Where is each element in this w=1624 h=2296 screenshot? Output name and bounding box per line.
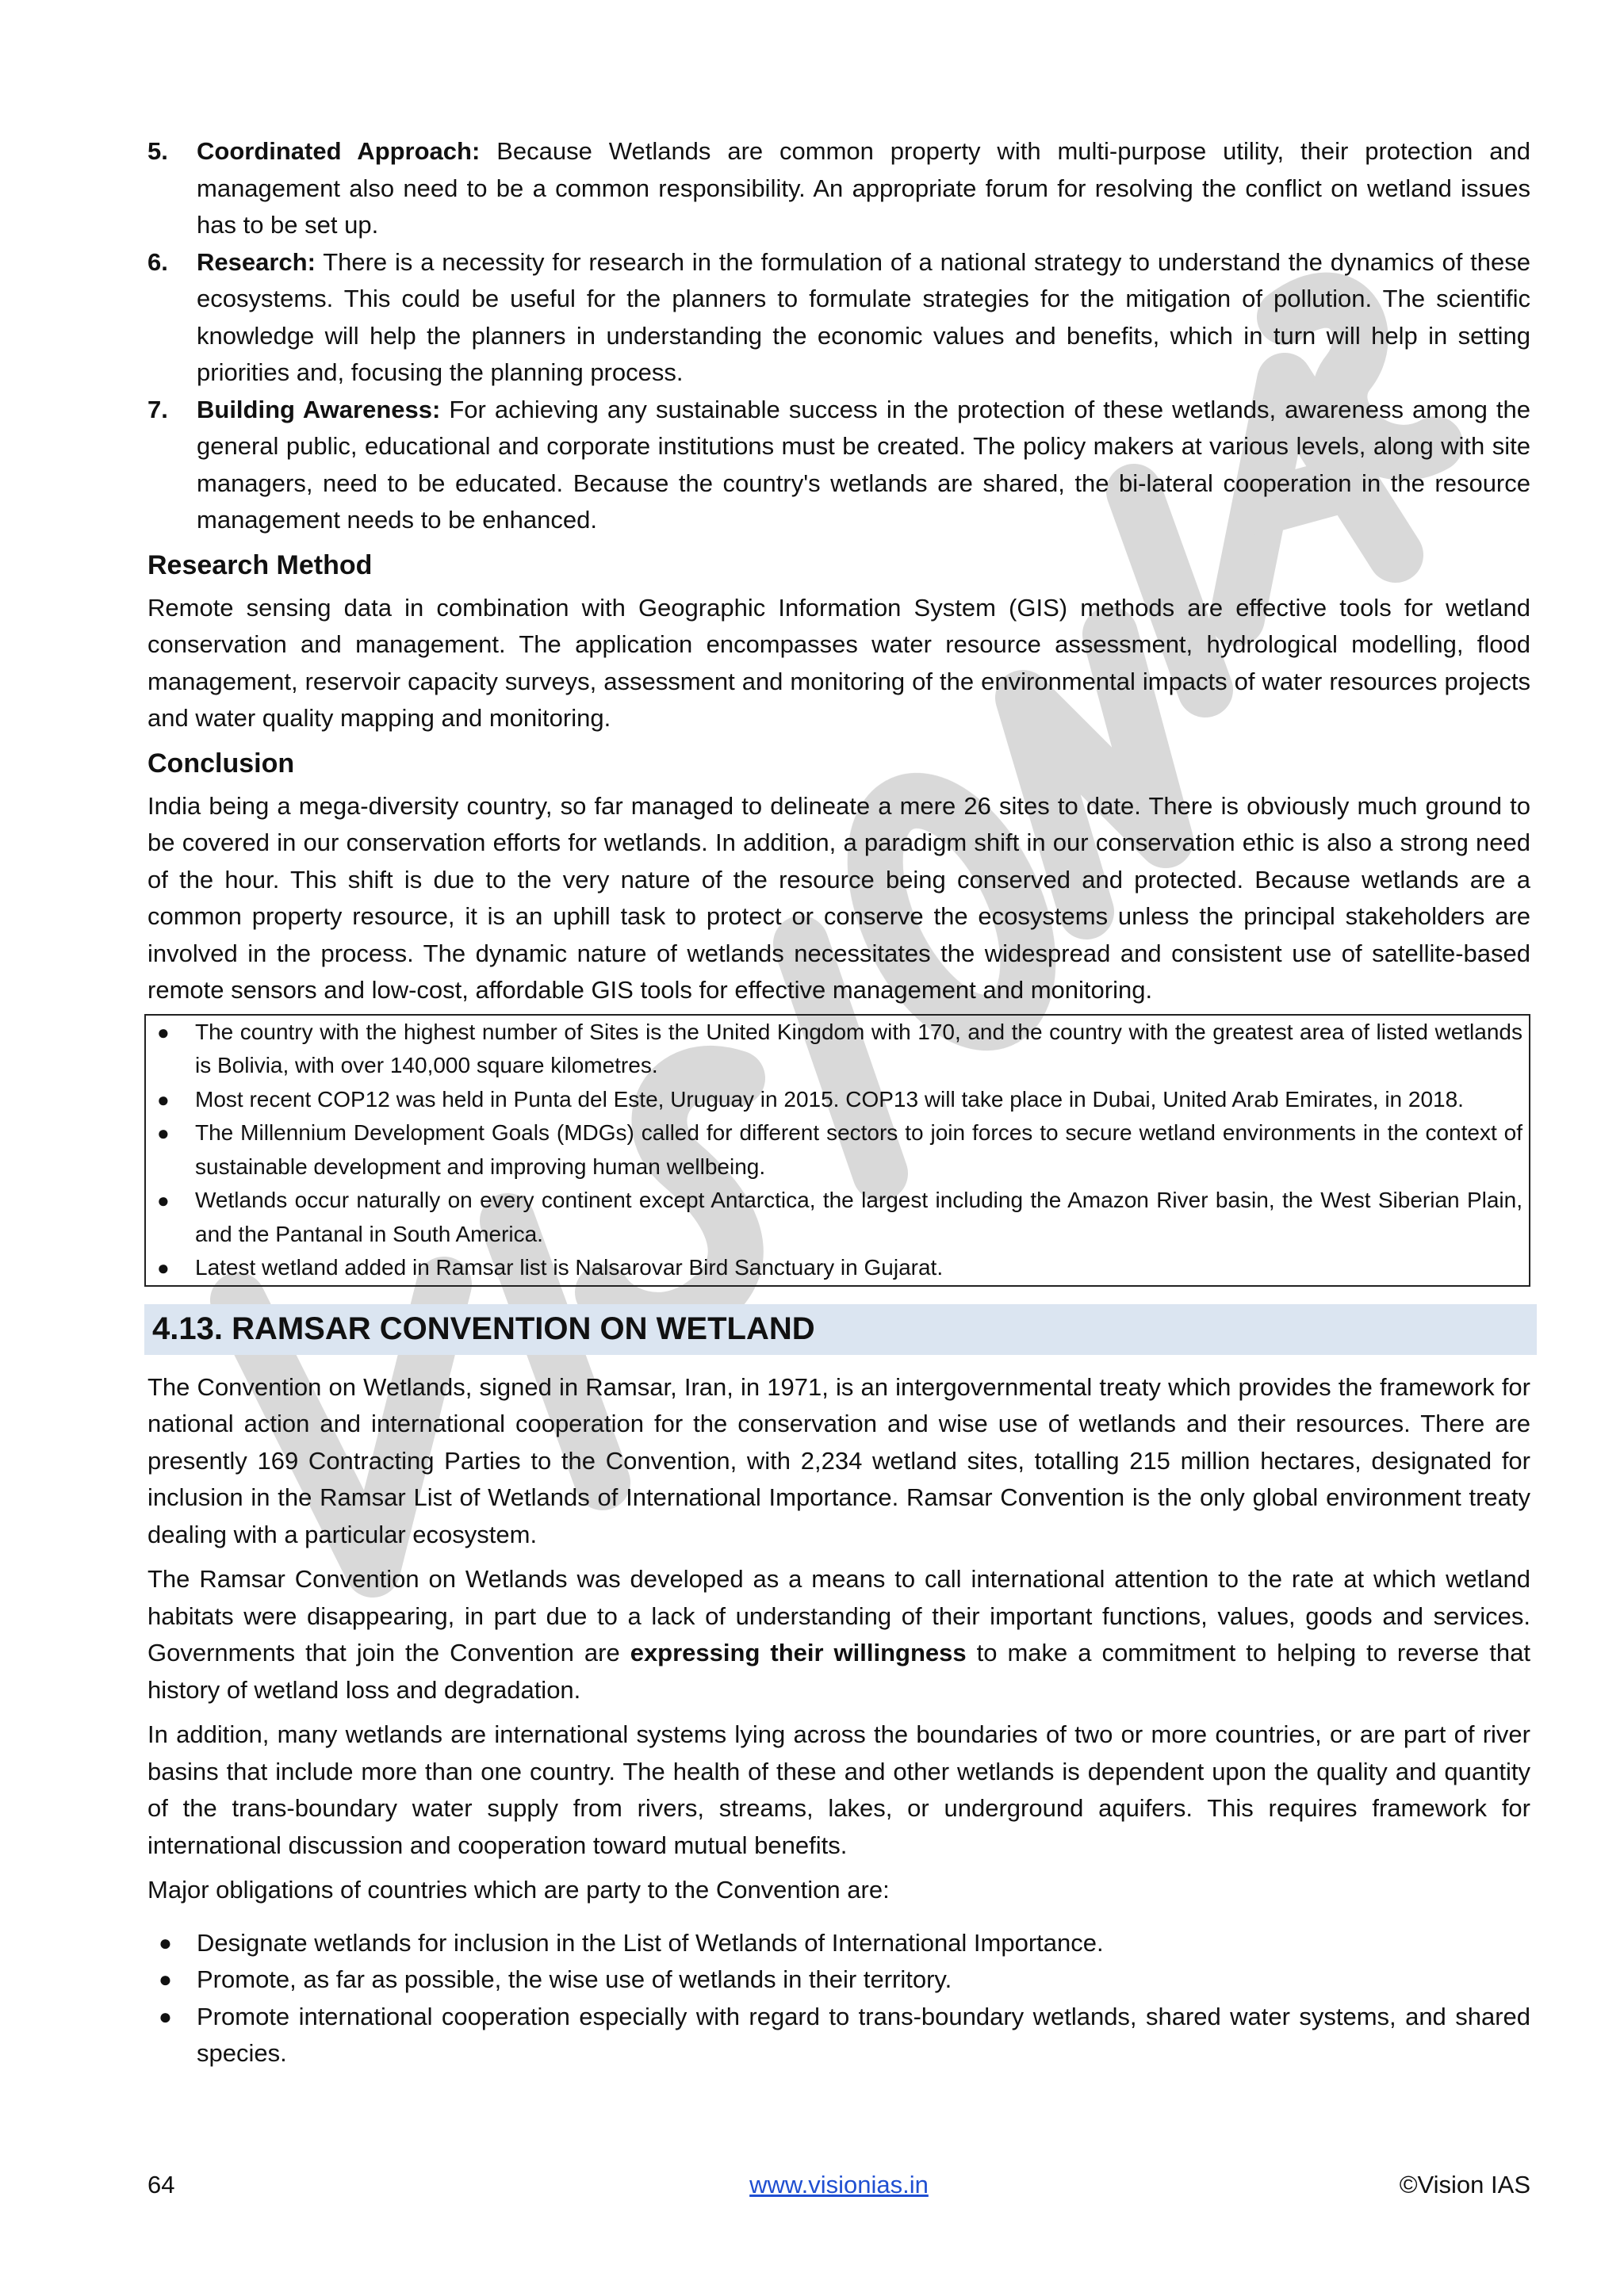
ramsar-paragraph-3: In addition, many wetlands are international systems lying across the boundaries of two or more countries, or are part of river basins that include more than one country. The health of these and other wetlands is dependent upon the quality and quantity of the trans-boundary water supply from rivers, streams, lakes, or underground aquifers. This requires framework for international discussion and cooperation toward mutual benefits. xyxy=(147,1720,1530,1859)
list-item xyxy=(147,244,1530,392)
box-bullet-text: Wetlands occur naturally on every continent except Antarctica, the largest including the Amazon River basin, the West Siberian Plain, and the Pantanal in South America. xyxy=(195,1188,1522,1246)
box-bullet-item xyxy=(146,1184,1522,1251)
box-bullet-item xyxy=(146,1251,1522,1285)
bullet-icon: ● xyxy=(157,1020,170,1044)
page-number: 64 xyxy=(147,2171,175,2198)
item-number: 7. xyxy=(147,395,168,423)
section-title: 4.13. RAMSAR CONVENTION ON WETLAND xyxy=(152,1311,815,1346)
item-lead: Building Awareness: xyxy=(197,395,441,423)
ramsar-paragraph-1: The Convention on Wetlands, signed in Ramsar, Iran, in 1971, is an intergovernmental treaty which provides the framework for national action and international cooperation for the conservation and wise use of wetlands and their resources. There are presently 169 Contracting Parties to the Convention, with 2,234 wetland sites, totalling 215 million hectares, designated for inclusion in the Ramsar List of Wetlands of International Importance. Ramsar Convention is the only global environment treaty dealing with a particular ecosystem. xyxy=(147,1372,1530,1548)
item-lead: Coordinated Approach: xyxy=(197,137,481,165)
bullet-icon: ● xyxy=(157,1256,170,1280)
item-text: There is a necessity for research in the formulation of a national strategy to understand the dynamics of these ecosystems. This could be useful for the planners to formulate strategies for the mitigation of pollution. The scientific knowledge will help the planners in understanding the economic values and benefits, which in turn will help in setting priorities and, focusing the planning process. xyxy=(197,247,1530,386)
obligation-text: Promote, as far as possible, the wise use of wetlands in their territory. xyxy=(197,1965,952,1993)
bullet-icon: ● xyxy=(159,1967,172,1992)
item-number: 5. xyxy=(147,137,168,165)
page-content xyxy=(147,133,1530,2072)
item-number: 6. xyxy=(147,247,168,276)
para2-text-b: to make a commitment to helping to reverse that history of wetland loss and degradation. xyxy=(147,1639,1530,1704)
conclusion-text: India being a mega-diversity country, so far managed to delineate a mere 26 sites to date. There is obviously much ground to be covered in our conservation efforts for wetlands. In addition, a paradigm shift in our conservation ethic is also a strong need of the hour. This shift is due to the very nature of the resource being conserved and protected. Because wetlands are a common property resource, it is an uphill task to protect or conserve the ecosystems unless the principal stakeholders are involved in the process. The dynamic nature of wetlands necessitates the widespread and consistent use of satellite-based remote sensors and low-cost, affordable GIS tools for effective management and monitoring. xyxy=(147,791,1530,1004)
box-bullet-text: The country with the highest number of Sites is the United Kingdom with 170, and the country with the greatest area of listed wetlands is Bolivia, with over 140,000 square kilometres. xyxy=(195,1019,1522,1077)
para2-text-a: The Ramsar Convention on Wetlands was developed as a means to call international attention to the rate at which wetland habitats were disappearing, in part due to a lack of understanding of their important functions, values, goods and services. Governments that join the Convention are xyxy=(147,1565,1530,1667)
facts-box xyxy=(144,1014,1530,1287)
website-link[interactable]: www.visionias.in xyxy=(749,2171,929,2198)
item-text: For achieving any sustainable success in the protection of these wetlands, awareness among the general public, educational and corporate institutions must be created. The policy makers at various levels, along with site managers, need to be educated. Because the country's wetlands are shared, the bi-lateral cooperation in the resource management needs to be enhanced. xyxy=(197,395,1530,534)
item-text: Because Wetlands are common property with multi-purpose utility, their protection and management also need to be a common responsibility. An appropriate forum for resolving the conflict on wetland issues has to be set up. xyxy=(197,137,1530,239)
box-bullet-item xyxy=(146,1083,1522,1117)
box-bullet-item xyxy=(146,1016,1522,1083)
bullet-icon: ● xyxy=(157,1087,170,1112)
para2-bold: expressing their willingness xyxy=(630,1639,967,1667)
ramsar-paragraph-4: Major obligations of countries which are party to the Convention are: xyxy=(147,1876,890,1904)
conclusion-heading: Conclusion xyxy=(147,748,295,779)
list-item xyxy=(147,133,1530,244)
research-method-text: Remote sensing data in combination with Geographic Information System (GIS) methods are effective tools for wetland conservation and management. The application encompasses water resource assessment, hydrological modelling, flood management, reservoir capacity surveys, assessment and monitoring of the environmental impacts of water resources projects and water quality mapping and monitoring. xyxy=(147,593,1530,732)
obligation-item xyxy=(147,1925,1530,1962)
obligation-item xyxy=(147,1999,1530,2072)
numbered-list xyxy=(147,133,1530,539)
obligation-text: Designate wetlands for inclusion in the List of Wetlands of International Importance. xyxy=(197,1928,1104,1957)
obligations-list xyxy=(147,1925,1530,2072)
bullet-icon: ● xyxy=(159,1930,172,1955)
list-item xyxy=(147,392,1530,539)
section-heading-bar xyxy=(144,1304,1537,1355)
box-bullet-item xyxy=(146,1116,1522,1184)
page-footer xyxy=(147,2171,1530,2207)
box-bullet-text: Latest wetland added in Ramsar list is Nalsarovar Bird Sanctuary in Gujarat. xyxy=(195,1255,944,1280)
obligation-text: Promote international cooperation especially with regard to trans-boundary wetlands, shared water systems, and shared species. xyxy=(197,2002,1530,2067)
obligation-item xyxy=(147,1961,1530,1999)
bullet-icon: ● xyxy=(157,1121,170,1145)
ramsar-paragraph-2 xyxy=(147,1561,1530,1709)
box-bullet-text: Most recent COP12 was held in Punta del Este, Uruguay in 2015. COP13 will take place in Dubai, United Arab Emirates, in 2018. xyxy=(195,1086,1464,1112)
item-lead: Research: xyxy=(197,247,316,276)
bullet-icon: ● xyxy=(159,2003,172,2029)
research-method-heading: Research Method xyxy=(147,549,373,580)
bullet-icon: ● xyxy=(157,1188,170,1212)
copyright-text: ©Vision IAS xyxy=(1399,2171,1530,2198)
box-bullet-text: The Millennium Development Goals (MDGs) called for different sectors to join forces to secure wetland environments in the context of sustainable development and improving human wellbeing. xyxy=(195,1120,1522,1179)
